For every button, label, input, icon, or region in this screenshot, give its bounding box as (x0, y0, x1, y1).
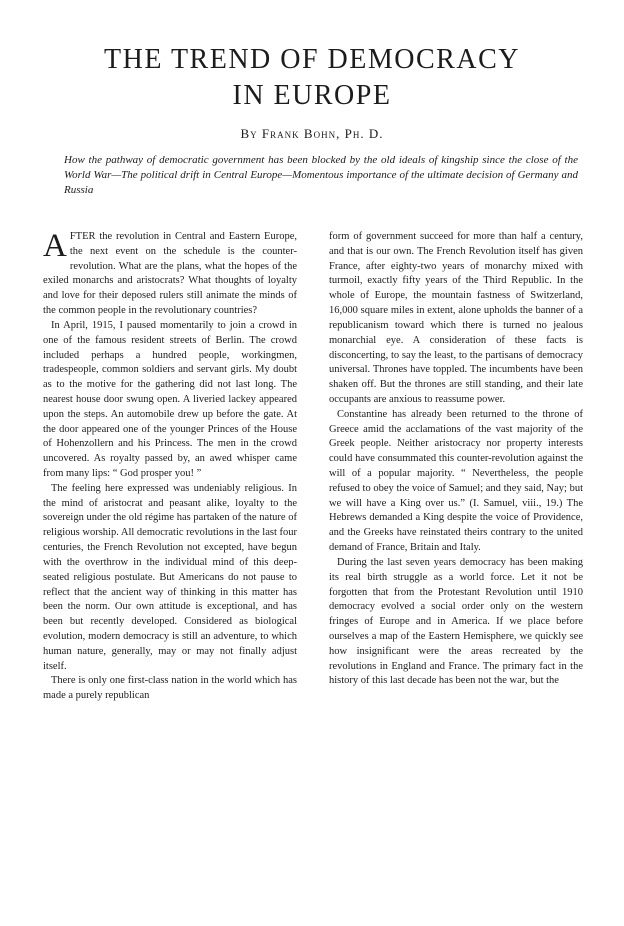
paragraph-4: There is only one first-class nation in the world which has made a purely republican (43, 675, 297, 702)
paragraph-5: form of government succeed for more than half a century, and that is our own. The French Revolution itself has given France, after eighty-two years of monarchy mixed with turmoil, exactly fifty years of the Third Republic. In the whole of Europe, the mountain fastness of Switzerland, 16,000 square miles in extent, alone upholds the banner of a republicanism toward which there is turned no jealous monarchial eye. A consideration of these facts is disconcerting, to say the least, to the partisans of democracy universal. Thrones have toppled. The incumbents have been shaken off. But the thrones are still standing, and their late occupants are anxious to reassume power. (329, 231, 583, 405)
paragraph-3: The feeling here expressed was undeniably religious. In the mind of aristocrat and peasant alike, loyalty to the sovereign under the old régime has partaken of the nature of religious worship. All democratic revolutions in the last four centuries, the French Revolution not excepted, have begun with the overthrow in the individual mind of this deep-seated religious postulate. But Americans do not pause to reflect that the ancient way of thinking in this matter has been the norm. Our own attitude is exceptional, and has been but recently developed. Considered as biological evolution, modern democracy is still an adventure, to which human nature, generally, may or may not finally adjust itself. (43, 482, 297, 672)
paragraph-7: During the last seven years democracy has been making its real birth struggle as a world force. Let it not be forgotten that from the Protestant Revolution until 1910 democracy evolved a social order only on the western fringes of Europe and in America. If we place before ourselves a map of the Eastern Hemisphere, we quickly see how insignificant were the areas recreated by the revolutions in England and France. The primary fact in the history of this last decade has been not the war, but the (329, 556, 583, 687)
paragraph-2: In April, 1915, I paused momentarily to join a crowd in one of the famous resident streets of Berlin. The crowd included perhaps a hundred people, workingmen, tradespeople, common soldiers and servant girls. My doubt as to the motive for the gathering did not last long. The nearest house door swung open. A liveried lackey appeared upon the steps. An automobile drew up before the gate. At the door appeared one of the younger Princes of the House of Hohenzollern and his Princess. The men in the crowd uncovered. As royalty passed by, an awed whisper came from many lips: “ God prosper you! ” (43, 319, 297, 479)
first-word: FTER (69, 231, 96, 242)
drop-cap: A (43, 228, 67, 264)
column-left (43, 230, 297, 704)
paragraph-6: Constantine has already been returned to the throne of Greece amid the acclamations of the vast majority of the Greek people. Neither aristocracy nor property interests could have consummated this counter-revolution against the will of a popular majority. “ Nevertheless, the people refused to obey the voice of Samuel; and they said, Nay; but we will have a King over us.” (I. Samuel, viii., 19.) The Hebrews demanded a King despite the voice of Providence, and the Greeks have reinstated theirs contrary to the united demand of France, Britain and Italy. (329, 408, 583, 554)
byline: By Frank Bohn, Ph. D. (240, 126, 384, 141)
article-deck: How the pathway of democratic government has been blocked by the old ideals of kingship since the close of the World War—The political drift in Central Europe—Momentous importance of the ultimate decision of Germany and Russia (64, 154, 578, 197)
paragraph-1-text: the revolution in Central and Eastern Europe, the next event on the schedule is the counter-revolution. What are the plans, what the hopes of the exiled monarchs and aristocrats? What thoughts of loyalty and love for their deposed rulers still animate the minds of the common people in the revolutionary countries? (43, 231, 298, 317)
article-title-line-1: THE TREND OF DEMOCRACY (104, 44, 520, 75)
article-title-line-2: IN EUROPE (232, 80, 392, 111)
column-right (329, 230, 583, 689)
paragraph-1 (43, 230, 297, 319)
